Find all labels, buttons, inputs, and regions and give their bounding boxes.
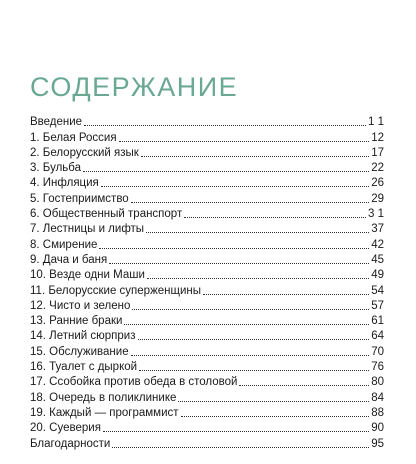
toc-entry-page-number: 70 — [371, 345, 384, 358]
toc-entry[interactable] — [30, 389, 384, 404]
toc-title: СОДЕРЖАНИЕ — [30, 72, 239, 102]
toc-entry-page-number: 95 — [371, 437, 384, 450]
dot-leader — [103, 431, 369, 432]
toc-entry[interactable] — [30, 206, 384, 221]
dot-leader — [131, 355, 370, 356]
toc-entry-page-number: 84 — [371, 391, 384, 404]
toc-entry-page-number: 1 1 — [368, 116, 384, 129]
toc-entry[interactable] — [30, 343, 384, 358]
toc-entry-label: 12. Чисто и зелено — [30, 299, 131, 312]
dot-leader — [84, 125, 366, 126]
toc-entry[interactable] — [30, 359, 384, 374]
toc-entry-page-number: 42 — [371, 238, 384, 251]
toc-entry-label: 20. Суеверия — [30, 422, 101, 435]
toc-entry-page-number: 17 — [371, 146, 384, 159]
toc-entry-label: 19. Каждый — программист — [30, 406, 179, 419]
toc-entry[interactable] — [30, 145, 384, 160]
toc-entry-label: 5. Гостеприимство — [30, 192, 129, 205]
toc-entry-label: 14. Летний сюрприз — [30, 330, 136, 343]
dot-leader — [184, 217, 366, 218]
toc-entry-label: 16. Туалет с дыркой — [30, 361, 138, 374]
dot-leader — [132, 309, 369, 310]
dot-leader — [124, 324, 369, 325]
toc-entry-page-number: 26 — [371, 177, 384, 190]
dot-leader — [203, 294, 369, 295]
toc-entry-page-number: 12 — [371, 131, 384, 144]
dot-leader — [239, 385, 369, 386]
dot-leader — [119, 141, 370, 142]
toc-entry[interactable] — [30, 328, 384, 343]
dot-leader — [99, 248, 369, 249]
toc-entry-page-number: 76 — [371, 361, 384, 374]
toc-entry-page-number: 88 — [371, 406, 384, 419]
toc-entry-label: 6. Общественный транспорт — [30, 208, 183, 221]
toc-entry[interactable] — [30, 405, 384, 420]
dot-leader — [178, 401, 369, 402]
toc-entry-page-number: 61 — [371, 315, 384, 328]
toc-entry[interactable] — [30, 160, 384, 175]
toc-entry[interactable] — [30, 313, 384, 328]
toc-entry-page-number: 64 — [371, 330, 384, 343]
toc-entry-page-number: 90 — [371, 422, 384, 435]
toc-entry-label: 4. Инфляция — [30, 177, 99, 190]
dot-leader — [101, 186, 369, 187]
toc-entry-label: 7. Лестницы и лифты — [30, 223, 145, 236]
table-of-contents — [30, 70, 384, 451]
toc-entry-page-number: 29 — [371, 192, 384, 205]
toc-entry[interactable] — [30, 114, 384, 129]
dot-leader — [139, 370, 369, 371]
dot-leader — [112, 447, 369, 448]
toc-entry[interactable] — [30, 190, 384, 205]
toc-entry[interactable] — [30, 267, 384, 282]
toc-entry-page-number: 45 — [371, 253, 384, 266]
toc-entry-label: 8. Смирение — [30, 238, 98, 251]
dot-leader — [146, 232, 369, 233]
toc-entry[interactable] — [30, 282, 384, 297]
toc-entry-label: 2. Белорусский язык — [30, 146, 139, 159]
toc-entry-page-number: 54 — [371, 284, 384, 297]
dot-leader — [109, 263, 369, 264]
dot-leader — [181, 416, 370, 417]
toc-entry-label: 10. Везде одни Маши — [30, 269, 145, 282]
toc-entry-label: 9. Дача и баня — [30, 253, 108, 266]
toc-entry-label: 13. Ранние браки — [30, 315, 123, 328]
toc-entry-label: 1. Белая Россия — [30, 131, 117, 144]
dot-leader — [138, 339, 370, 340]
toc-entry[interactable] — [30, 374, 384, 389]
toc-entry[interactable] — [30, 298, 384, 313]
dot-leader — [83, 171, 369, 172]
toc-entry-page-number: 57 — [371, 299, 384, 312]
toc-entry-label: Благодарности — [30, 437, 111, 450]
toc-entry-page-number: 22 — [371, 162, 384, 175]
toc-entry[interactable] — [30, 420, 384, 435]
toc-entry-label: 3. Бульба — [30, 162, 81, 175]
toc-entry-label: Введение — [30, 116, 83, 129]
dot-leader — [147, 278, 369, 279]
toc-list — [30, 114, 384, 451]
toc-entry-label: 18. Очередь в поликлинике — [30, 391, 177, 404]
dot-leader — [141, 156, 369, 157]
toc-entry-page-number: 80 — [371, 376, 384, 389]
toc-entry-page-number: 37 — [371, 223, 384, 236]
toc-entry[interactable] — [30, 252, 384, 267]
toc-entry-label: 11. Белорусские суперженщины — [30, 284, 202, 297]
toc-entry[interactable] — [30, 435, 384, 450]
dot-leader — [131, 202, 370, 203]
toc-entry-page-number: 3 1 — [368, 208, 384, 221]
toc-entry-page-number: 49 — [371, 269, 384, 282]
toc-entry-label: 17. Ссобойка против обеда в столовой — [30, 376, 238, 389]
toc-entry[interactable] — [30, 236, 384, 251]
toc-entry[interactable] — [30, 221, 384, 236]
toc-entry[interactable] — [30, 129, 384, 144]
toc-entry-label: 15. Обслуживание — [30, 345, 129, 358]
toc-entry[interactable] — [30, 175, 384, 190]
